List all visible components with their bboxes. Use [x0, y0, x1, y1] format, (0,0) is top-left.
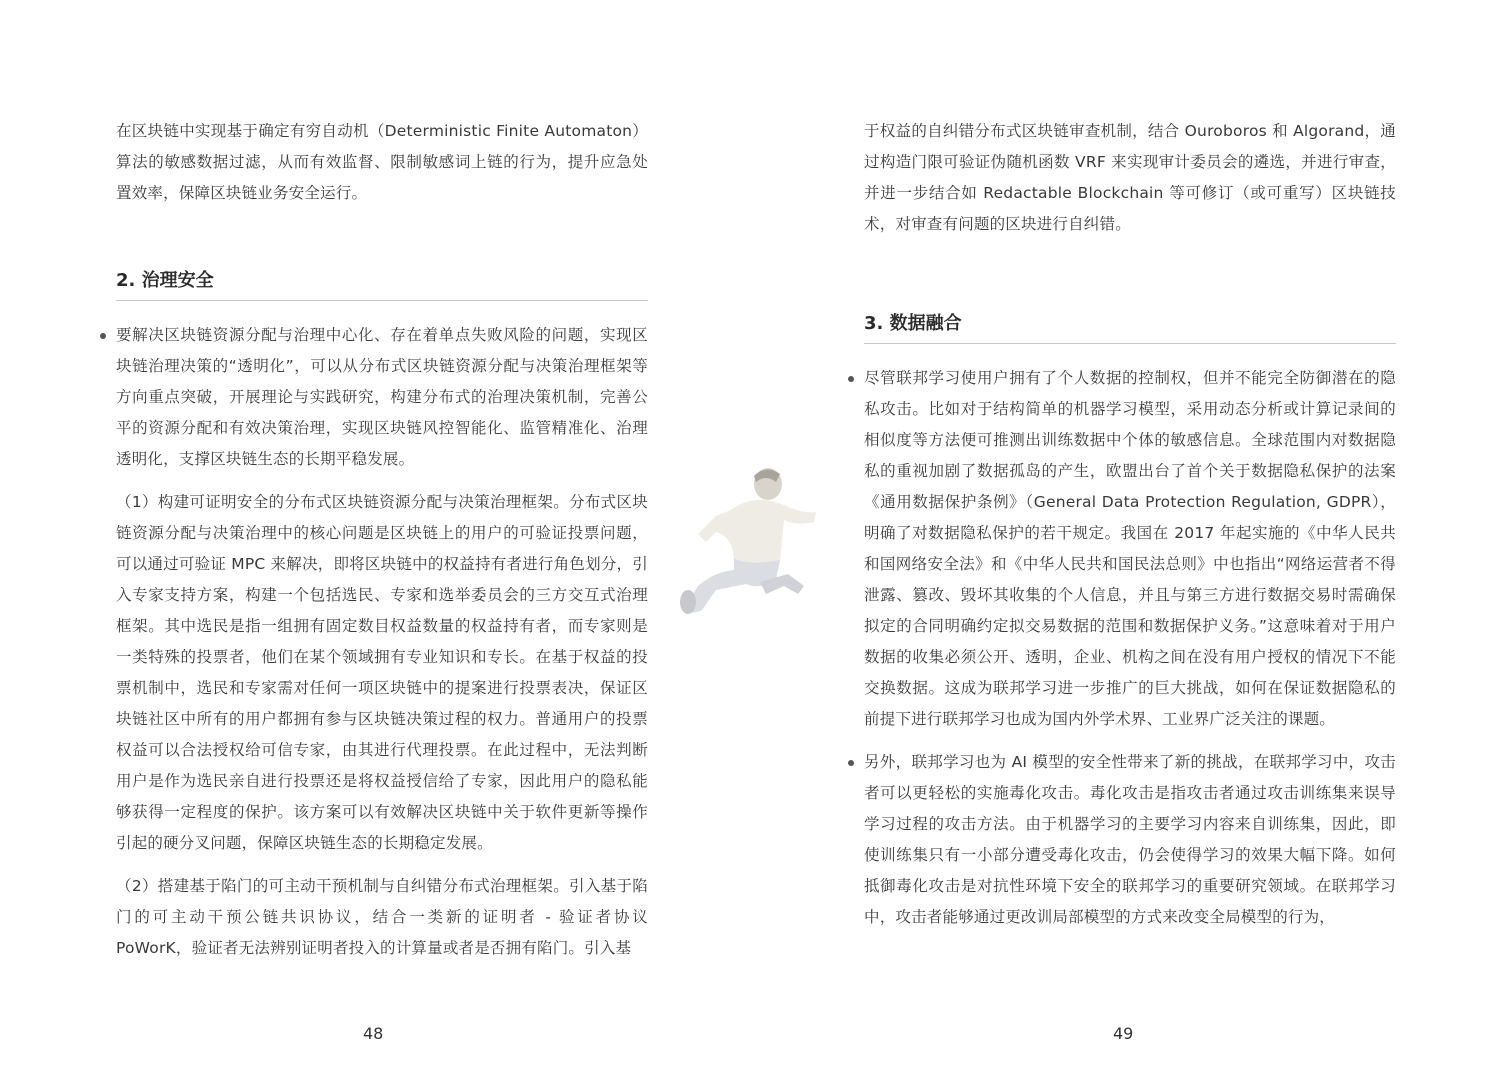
left-intro-text: 在区块链中实现基于确定有穷自动机（Deterministic Finite Automaton）算法的敏感数据过滤，从而有效监督、限制敏感词上链的行为，提升应急处置效率，保障区块链业务安全运行。 [116, 122, 648, 202]
right-bullet-1: 尽管联邦学习使用户拥有了个人数据的控制权，但并不能完全防御潜在的隐私攻击。比如对于结构简单的机器学习模型，采用动态分析或计算记录间的相似度等方法便可推测出训练数据中个体的敏感信息。全球范围内对数据隐私的重视加剧了数据孤岛的产生，欧盟出台了首个关于数据隐私保护的法案《通用数据保护条例》（General Data Protection Regulation, GDPR），明确了对数据隐私保护的若干规定。我国在 2017 年起实施的《中华人民共和国网络安全法》和《中华人民共和国民法总则》中也指出“网络运营者不得泄露、篡改、毁坏其收集的个人信息，并且与第三方进行数据交易时需确保拟定的合同明确约定拟交易数据的范围和数据保护义务。”这意味着对于用户数据的收集必须公开、透明，企业、机构之间在没有用户授权的情况下不能交换数据。这成为联邦学习进一步推广的巨大挑战，如何在保证数据隐私的前提下进行联邦学习也成为国内外学术界、工业界广泛关注的课题。 [864, 363, 1396, 735]
right-intro-text: 于权益的自纠错分布式区块链审查机制，结合 Ouroboros 和 Algorand，通过构造门限可验证伪随机函数 VRF 来实现审计委员会的遴选，并进行审查，并进一步结合如 Redactable Blockchain 等可修订（或可重写）区块链技术，对审查有问题的区块进行自纠错。 [864, 122, 1396, 233]
section-heading-data-fusion: 3. 数据融合 [864, 309, 1396, 344]
page-number-right: 49 [1113, 1024, 1134, 1043]
right-body [864, 363, 1396, 933]
left-bullet-1: 要解决区块链资源分配与治理中心化、存在着单点失败风险的问题，实现区块链治理决策的“透明化”，可以从分布式区块链资源分配与决策治理框架等方向重点突破，开展理论与实践研究，构建分布式的治理决策机制，完善公平的资源分配和有效决策治理，实现区块链风控智能化、监管精准化、治理透明化，支撑区块链生态的长期平稳发展。 [116, 320, 648, 475]
right-intro [864, 116, 1396, 240]
left-paragraph-2: （2）搭建基于陷门的可主动干预机制与自纠错分布式治理框架。引入基于陷门的可主动干预公链共识协议，结合一类新的证明者 - 验证者协议 PoWorK，验证者无法辨别证明者投入的计算量或者是否拥有陷门。引入基 [116, 877, 648, 957]
left-intro [116, 116, 648, 209]
section-heading-governance: 2. 治理安全 [116, 266, 648, 301]
page-number-left: 48 [363, 1024, 384, 1043]
right-page [748, 0, 1495, 1080]
right-bullet-2: 另外，联邦学习也为 AI 模型的安全性带来了新的挑战，在联邦学习中，攻击者可以更轻松的实施毒化攻击。毒化攻击是指攻击者通过攻击训练集来误导学习过程的攻击方法。由于机器学习的主要学习内容来自训练集，因此，即使训练集只有一小部分遭受毒化攻击，仍会使得学习的效果大幅下降。如何抵御毒化攻击是对抗性环境下安全的联邦学习的重要研究领域。在联邦学习中，攻击者能够通过更改训局部模型的方式来改变全局模型的行为， [864, 747, 1396, 933]
left-paragraph-1: （1）构建可证明安全的分布式区块链资源分配与决策治理框架。分布式区块链资源分配与决策治理中的核心问题是区块链上的用户的可验证投票问题，可以通过可验证 MPC 来解决，即将区块链中的权益持有者进行角色划分，引入专家支持方案，构建一个包括选民、专家和选举委员会的三方交互式治理框架。其中选民是指一组拥有固定数目权益数量的权益持有者，而专家则是一类特殊的投票者，他们在某个领域拥有专业知识和专长。在基于权益的投票机制中，选民和专家需对任何一项区块链中的提案进行投票表决，保证区块链社区中所有的用户都拥有参与区块链决策过程的权力。普通用户的投票权益可以合法授权给可信专家，由其进行代理投票。在此过程中，无法判断用户是作为选民亲自进行投票还是将权益授信给了专家，因此用户的隐私能够获得一定程度的保护。该方案可以有效解决区块链中关于软件更新等操作引起的硬分叉问题，保障区块链生态的长期稳定发展。 [116, 493, 648, 852]
left-body [116, 320, 648, 964]
